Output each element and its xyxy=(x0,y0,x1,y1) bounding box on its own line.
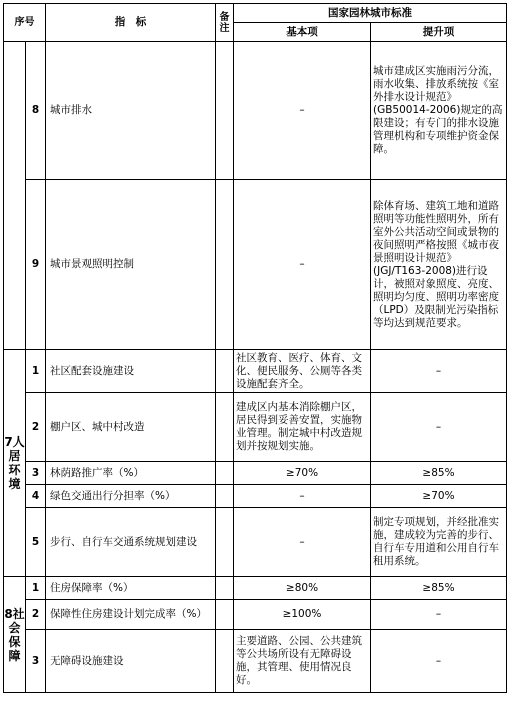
basic-cell: ≥100% xyxy=(234,600,371,630)
note-cell xyxy=(216,462,234,485)
header-basic: 基本项 xyxy=(234,23,371,42)
upgrade-cell: – xyxy=(371,350,507,393)
row-number: 1 xyxy=(26,350,46,393)
row-number: 9 xyxy=(26,180,46,350)
table-row xyxy=(4,630,507,693)
row-number: 8 xyxy=(26,42,46,180)
basic-cell: ≥70% xyxy=(234,462,371,485)
basic-cell: 主要道路、公园、公共建筑等公共场所设有无障碍设施，其管理、使用情况良好。 xyxy=(234,630,371,693)
note-cell xyxy=(216,508,234,577)
note-cell xyxy=(216,600,234,630)
basic-cell: 建成区内基本消除棚户区，居民得到妥善安置，实施物业管理。制定城中村改造规划并按规划实施。 xyxy=(234,393,371,462)
basic-cell: – xyxy=(234,508,371,577)
basic-cell: ≥80% xyxy=(234,577,371,600)
note-cell xyxy=(216,577,234,600)
category-cell: 7人居环境 xyxy=(4,350,26,577)
indicator-cell: 无障碍设施建设 xyxy=(46,630,216,693)
table-row xyxy=(4,393,507,462)
basic-cell: 社区教育、医疗、体育、文化、便民服务、公厕等各类设施配套齐全。 xyxy=(234,350,371,393)
header-standard: 国家园林城市标准 xyxy=(234,4,507,23)
upgrade-cell: 城市建成区实施雨污分流，雨水收集、排放系统按《室外排水设计规范》(GB50014-2006)规定的高限建设；有专门的排水设施管理机构和专项维护资金保障。 xyxy=(371,42,507,180)
row-number: 5 xyxy=(26,508,46,577)
indicator-cell: 棚户区、城中村改造 xyxy=(46,393,216,462)
upgrade-cell: – xyxy=(371,630,507,693)
standards-table-wrapper xyxy=(3,3,506,693)
note-cell xyxy=(216,42,234,180)
indicator-cell: 步行、自行车交通系统规划建设 xyxy=(46,508,216,577)
row-number: 4 xyxy=(26,485,46,508)
basic-cell: – xyxy=(234,180,371,350)
table-row xyxy=(4,600,507,630)
note-cell xyxy=(216,630,234,693)
upgrade-cell: ≥85% xyxy=(371,462,507,485)
note-cell xyxy=(216,485,234,508)
table-row xyxy=(4,180,507,350)
indicator-cell: 绿色交通出行分担率（%） xyxy=(46,485,216,508)
row-number: 2 xyxy=(26,393,46,462)
table-row xyxy=(4,42,507,180)
row-number: 2 xyxy=(26,600,46,630)
note-cell xyxy=(216,393,234,462)
basic-cell: – xyxy=(234,42,371,180)
table-row xyxy=(4,577,507,600)
header-note: 备注 xyxy=(216,4,234,42)
table-row xyxy=(4,485,507,508)
header-upgrade: 提升项 xyxy=(371,23,507,42)
indicator-cell: 城市排水 xyxy=(46,42,216,180)
upgrade-cell: 制定专项规划，并经批准实施，建成较为完善的步行、自行车专用道和公用自行车租用系统。 xyxy=(371,508,507,577)
row-number: 1 xyxy=(26,577,46,600)
indicator-cell: 城市景观照明控制 xyxy=(46,180,216,350)
table-row xyxy=(4,350,507,393)
upgrade-cell: ≥70% xyxy=(371,485,507,508)
indicator-cell: 保障性住房建设计划完成率（%） xyxy=(46,600,216,630)
category-cell: 8社会保障 xyxy=(4,577,26,693)
upgrade-cell: 除体育场、建筑工地和道路照明等功能性照明外，所有室外公共活动空间或景物的夜间照明严格按照《城市夜景照明设计规范》(JGJ/T163-2008)进行设计，被照对象照度、亮度、照明均匀度、照明功率密度（LPD）及限制光污染指标等均达到规范要求。 xyxy=(371,180,507,350)
table-row xyxy=(4,462,507,485)
upgrade-cell: – xyxy=(371,393,507,462)
category-cell xyxy=(4,42,26,350)
indicator-cell: 住房保障率（%） xyxy=(46,577,216,600)
table-row xyxy=(4,508,507,577)
note-cell xyxy=(216,180,234,350)
upgrade-cell: – xyxy=(371,600,507,630)
header-indicator: 指 标 xyxy=(46,4,216,42)
indicator-cell: 社区配套设施建设 xyxy=(46,350,216,393)
row-number: 3 xyxy=(26,630,46,693)
basic-cell: – xyxy=(234,485,371,508)
header-seq: 序号 xyxy=(4,4,46,42)
row-number: 3 xyxy=(26,462,46,485)
indicator-cell: 林荫路推广率（%） xyxy=(46,462,216,485)
standards-table xyxy=(3,3,507,693)
header-row-1 xyxy=(4,4,507,23)
upgrade-cell: ≥85% xyxy=(371,577,507,600)
note-cell xyxy=(216,350,234,393)
